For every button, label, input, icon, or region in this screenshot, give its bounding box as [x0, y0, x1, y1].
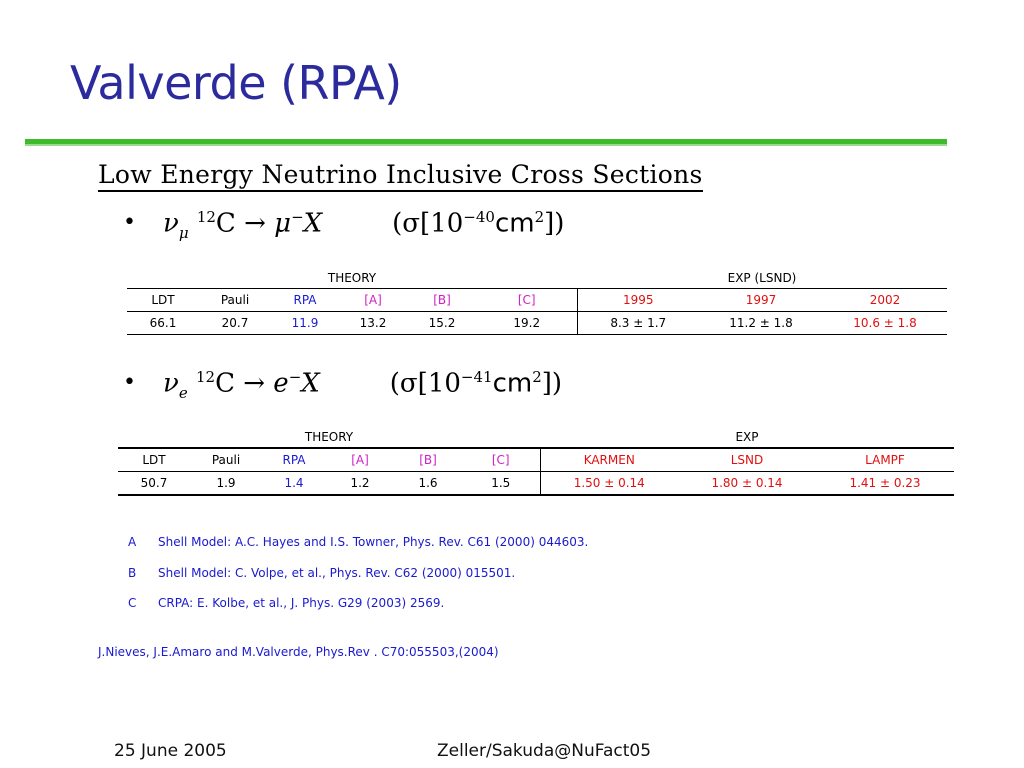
unit-open: (σ[10: [392, 208, 464, 239]
col-header: LSND: [678, 448, 816, 472]
table-cell: 1.6: [394, 472, 462, 496]
col-header: [A]: [339, 289, 407, 312]
exp-group-label: EXP: [735, 430, 759, 444]
nu-symbol: ν: [163, 208, 179, 239]
slide-title: Valverde (RPA): [70, 56, 402, 110]
isotope-mass: 12: [195, 368, 216, 386]
nu-flavor: e: [178, 383, 188, 402]
arrow-symbol: →: [243, 368, 266, 399]
table-cell: 66.1: [127, 312, 199, 335]
reference-b: [128, 566, 515, 580]
table-cell: 11.9: [271, 312, 339, 335]
table-cell: 1.50 ± 0.14: [540, 472, 678, 496]
unit-cm-exponent: 2: [532, 368, 542, 386]
arrow-symbol: →: [244, 208, 266, 239]
bullet-icon: •: [123, 369, 136, 395]
lepton-charge: −: [291, 208, 304, 226]
reference-key: C: [128, 596, 137, 610]
col-header: RPA: [271, 289, 339, 312]
table-cell: 1.2: [326, 472, 394, 496]
reaction-nue-line: [123, 368, 562, 402]
col-header: Pauli: [199, 289, 271, 312]
reference-text: CRPA: E. Kolbe, et al., J. Phys. G29 (2003) 2569.: [158, 596, 445, 610]
section-heading: Low Energy Neutrino Inclusive Cross Sections: [98, 160, 703, 192]
unit-exponent: −41: [460, 368, 493, 386]
table-cell: 1.4: [262, 472, 326, 496]
table-cell: 1.41 ± 0.23: [816, 472, 954, 496]
col-header: LAMPF: [816, 448, 954, 472]
unit-cm-exponent: 2: [534, 208, 545, 226]
unit-open: (σ[10: [389, 368, 461, 399]
unit-close: ]): [541, 368, 563, 399]
isotope-mass: 12: [196, 208, 216, 226]
table-cell: 50.7: [118, 472, 190, 496]
lsnd-numu-table: [127, 268, 947, 335]
hadronic-x: X: [301, 368, 320, 399]
reaction-numu-line: [123, 208, 564, 242]
unit-exponent: −40: [463, 208, 495, 226]
table-cell: 13.2: [339, 312, 407, 335]
col-header: 1995: [577, 289, 699, 312]
col-header: [A]: [326, 448, 394, 472]
table-cell: 1.9: [190, 472, 262, 496]
nue-comparison-table: [118, 427, 954, 496]
col-header: Pauli: [190, 448, 262, 472]
col-header: [B]: [394, 448, 462, 472]
reference-text: Shell Model: A.C. Hayes and I.S. Towner, Phys. Rev. C61 (2000) 044603.: [158, 535, 589, 549]
col-header: LDT: [118, 448, 190, 472]
source-citation: J.Nieves, J.E.Amaro and M.Valverde, Phys.Rev . C70:055503,(2004): [98, 645, 499, 659]
footer-date: 25 June 2005: [114, 741, 227, 761]
lepton-symbol: e: [273, 368, 289, 399]
exp-group-label: EXP (LSND): [727, 271, 797, 285]
col-header: 1997: [699, 289, 823, 312]
reference-key: A: [128, 535, 137, 549]
col-header: [C]: [462, 448, 540, 472]
unit-close: ]): [544, 208, 565, 239]
footer-author: Zeller/Sakuda@NuFact05: [437, 741, 652, 761]
col-header: [C]: [477, 289, 577, 312]
nu-symbol: ν: [163, 368, 179, 399]
unit-cm: cm: [492, 368, 533, 399]
col-header: RPA: [262, 448, 326, 472]
col-header: 2002: [823, 289, 947, 312]
table-cell: 15.2: [407, 312, 477, 335]
theory-group-label: THEORY: [304, 430, 354, 444]
table-cell: 20.7: [199, 312, 271, 335]
reference-c: [128, 596, 444, 610]
reference-key: B: [128, 566, 137, 580]
col-header: KARMEN: [540, 448, 678, 472]
table-cell: 19.2: [477, 312, 577, 335]
nu-flavor: μ: [178, 223, 189, 242]
nucleus: C: [215, 208, 236, 239]
reference-a: [128, 535, 588, 549]
table-cell: 10.6 ± 1.8: [823, 312, 947, 335]
table-cell: 11.2 ± 1.8: [699, 312, 823, 335]
lepton-charge: −: [288, 368, 302, 386]
table-cell: 1.5: [462, 472, 540, 496]
hadronic-x: X: [303, 208, 323, 239]
title-divider: [25, 139, 947, 144]
reference-text: Shell Model: C. Volpe, et al., Phys. Rev. C62 (2000) 015501.: [158, 566, 516, 580]
col-header: LDT: [127, 289, 199, 312]
theory-group-label: THEORY: [327, 271, 377, 285]
unit-cm: cm: [494, 208, 535, 239]
bullet-icon: •: [123, 209, 136, 235]
nucleus: C: [215, 368, 235, 399]
table-cell: 1.80 ± 0.14: [678, 472, 816, 496]
col-header: [B]: [407, 289, 477, 312]
table-cell: 8.3 ± 1.7: [577, 312, 699, 335]
lepton-symbol: μ: [274, 208, 292, 239]
